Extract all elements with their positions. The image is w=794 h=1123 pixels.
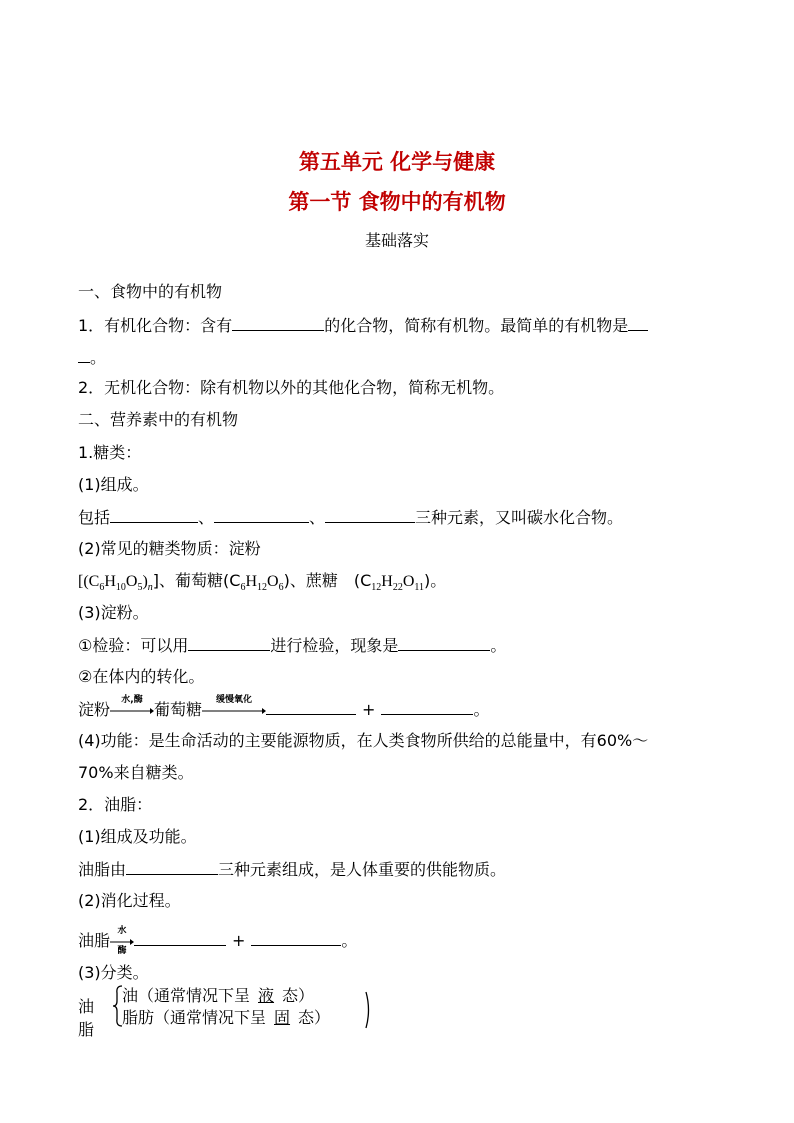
sugar-function-cont: 70%来自糖类。 — [78, 763, 194, 782]
blank[interactable] — [266, 698, 356, 715]
formula-part: H — [381, 573, 393, 590]
section-title: 第一节 食物中的有机物 — [288, 190, 506, 214]
text: 三种元素，又叫碳水化合物。 — [415, 508, 624, 527]
fat-digestion-heading: (2)消化过程。 — [78, 891, 181, 910]
text: 。 — [490, 636, 507, 655]
item-organic-compound-cont — [78, 346, 106, 369]
text: 、 — [198, 508, 215, 527]
sugar-function: (4)功能：是生命活动的主要能源物质，在人类食物所供给的总能量中，有60%～ — [78, 731, 649, 750]
arrow-condition: 酶 — [117, 946, 127, 956]
blank[interactable] — [134, 929, 226, 946]
plus-sign: + — [362, 700, 376, 719]
formula-part: O — [267, 573, 279, 590]
blank[interactable] — [398, 634, 490, 651]
formula-sub: 6 — [240, 582, 246, 594]
text: 的化合物，简称有机物。最简单的有机物是 — [324, 316, 629, 335]
starch-conversion — [78, 695, 490, 721]
heading-organic: 一、食物中的有机物 — [78, 282, 223, 301]
text: 油（通常情况下呈 — [122, 986, 251, 1005]
formula-sub: 6 — [99, 582, 105, 594]
blank[interactable] — [78, 346, 90, 363]
arrow-condition: 水,酶 — [121, 695, 143, 705]
answer: 液 — [258, 986, 275, 1005]
reaction-arrow — [110, 926, 134, 956]
reaction-arrow — [110, 695, 154, 721]
starch-heading: (3)淀粉。 — [78, 603, 149, 622]
common-sugars: (2)常见的糖类物质：淀粉 — [78, 539, 261, 558]
formula-part: O — [402, 573, 415, 590]
heading-nutrients: 二、营养素中的有机物 — [78, 410, 239, 429]
blank[interactable] — [232, 314, 324, 331]
sugar-formulas — [78, 570, 446, 599]
formula-sub: 12 — [371, 582, 382, 594]
formula-sub: 5 — [137, 582, 143, 594]
blank[interactable] — [381, 698, 473, 715]
text: 态） — [282, 986, 315, 1005]
text: 油脂 — [78, 997, 95, 1039]
formula-part: ]、葡萄糖(C — [152, 571, 241, 590]
text: 油脂 — [78, 931, 111, 950]
sugar-composition-heading: (1)组成。 — [78, 475, 149, 494]
text: 、 — [309, 508, 326, 527]
text: 进行检验，现象是 — [270, 636, 399, 655]
text: 。 — [90, 348, 107, 367]
unit-title: 第五单元 化学与健康 — [298, 150, 496, 174]
formula-sub: 12 — [257, 582, 268, 594]
right-paren-icon — [364, 991, 372, 1029]
text: 油脂由 — [78, 860, 127, 879]
sugar-composition — [78, 506, 623, 529]
text: 。 — [341, 931, 358, 950]
starch-conversion-heading: ②在体内的转化。 — [78, 667, 205, 686]
fat-composition-heading: (1)组成及功能。 — [78, 827, 197, 846]
formula-part: [(C — [78, 573, 100, 590]
text: 态） — [298, 1008, 331, 1027]
formula-sub: 11 — [414, 582, 425, 594]
formula-sub: 6 — [278, 582, 284, 594]
answer: 固 — [274, 1008, 291, 1027]
text: 葡萄糖 — [154, 700, 203, 719]
fat-digestion — [78, 926, 358, 956]
item-organic-compound — [78, 314, 648, 337]
text: ①检验：可以用 — [78, 636, 189, 655]
text: 。 — [473, 700, 490, 719]
item-inorganic-compound: 2．无机化合物：除有机物以外的其他化合物，简称无机物。 — [78, 378, 505, 397]
text: 脂肪（通常情况下呈 — [122, 1008, 267, 1027]
formula-part: H — [104, 573, 116, 590]
text: 包括 — [78, 508, 111, 527]
blank[interactable] — [628, 314, 648, 331]
formula-sub: n — [147, 582, 153, 594]
formula-part: )、蔗糖 (C — [283, 571, 372, 590]
formula-part: H — [245, 573, 258, 590]
text: 三种元素组成，是人体重要的供能物质。 — [218, 860, 507, 879]
heading-sugars: 1.糖类： — [78, 443, 142, 462]
section-subheading: 基础落实 — [364, 231, 429, 250]
text: 淀粉 — [78, 700, 111, 719]
arrow-condition: 水 — [117, 926, 127, 936]
blank[interactable] — [126, 858, 218, 875]
blank[interactable] — [325, 506, 415, 523]
formula-part: )。 — [424, 571, 447, 590]
arrow-condition: 缓慢氧化 — [216, 695, 253, 705]
fat-item — [122, 1005, 330, 1028]
blank[interactable] — [214, 506, 309, 523]
plus-sign: + — [232, 931, 246, 950]
formula-part: ) — [142, 573, 148, 590]
fat-classification-heading: (3)分类。 — [78, 963, 149, 982]
reaction-arrow — [202, 695, 266, 721]
text: 1．有机化合物：含有 — [78, 316, 233, 335]
blank[interactable] — [188, 634, 270, 651]
heading-fats: 2．油脂： — [78, 795, 153, 814]
formula-sub: 10 — [115, 582, 126, 594]
blank[interactable] — [110, 506, 198, 523]
oil-item — [122, 983, 314, 1006]
starch-test — [78, 634, 506, 657]
formula-sub: 22 — [392, 582, 403, 594]
blank[interactable] — [251, 929, 341, 946]
formula-part: O — [125, 573, 138, 590]
fat-composition — [78, 858, 506, 881]
